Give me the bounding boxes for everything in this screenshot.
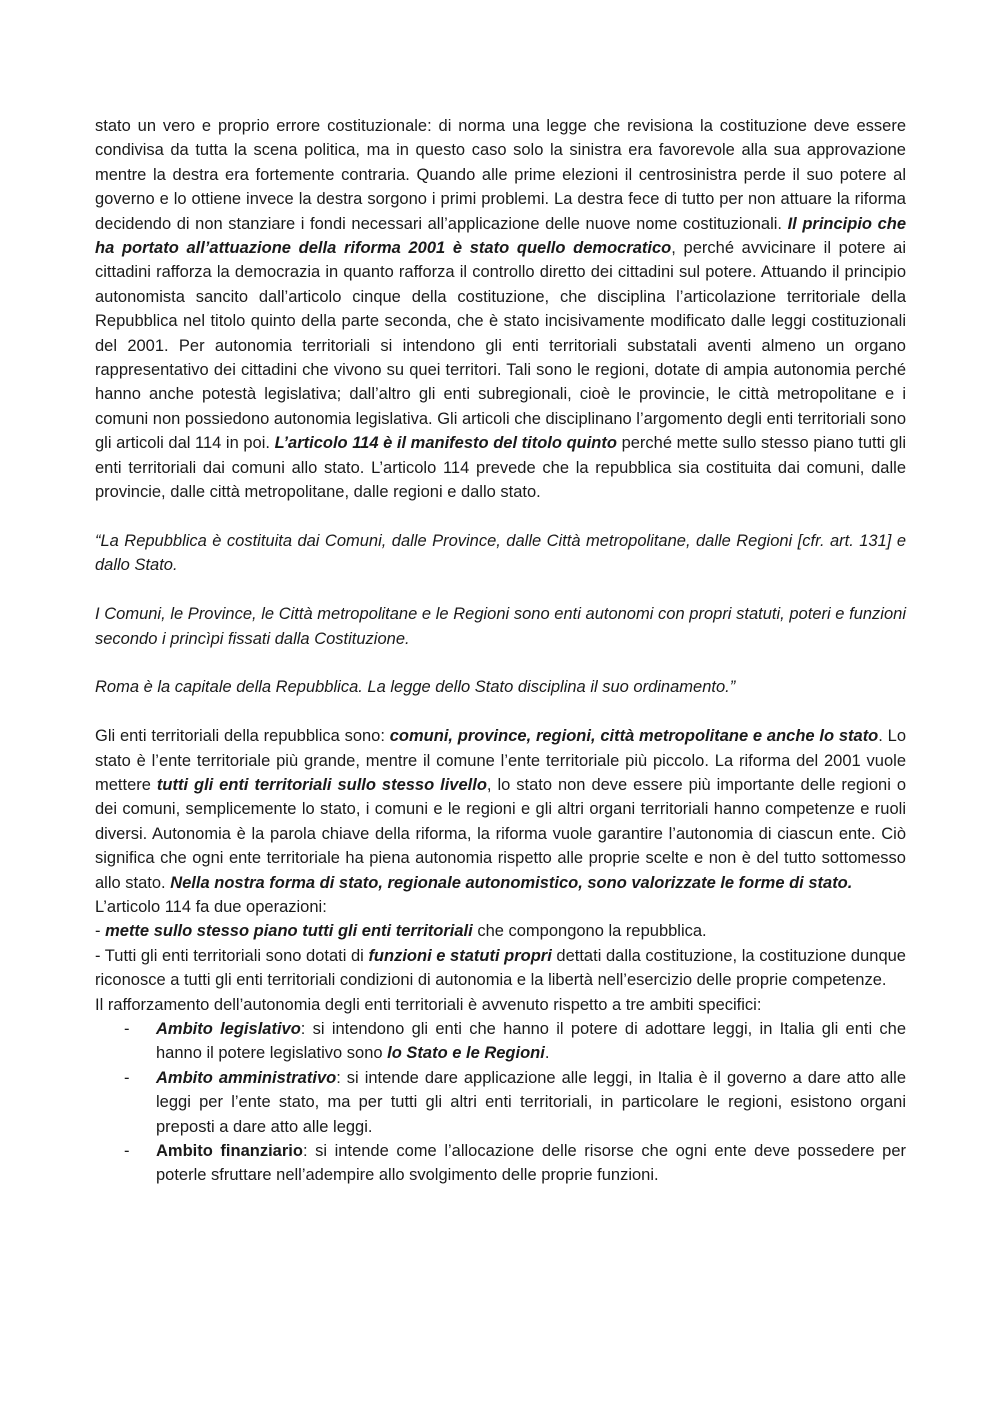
list-item-ambito-amministrativo: - Ambito amministrativo: si intende dare applicazione alle leggi, in Italia è il governo a dare atto alle leggi per l’ente stato, ma per tutti gli altri enti territoriali, in particolare le regioni, esistono organi preposti a dare atto alle leggi. [95, 1066, 906, 1139]
quote-articolo-114 [95, 529, 906, 700]
dash-bullet: - [124, 1068, 130, 1087]
operation-1: - mette sullo stesso piano tutti gli enti territoriali che compongono la repubblica. [95, 922, 707, 941]
dash-bullet: - [124, 1019, 130, 1038]
bold-stesso-livello: tutti gli enti territoriali sullo stesso livello [156, 775, 487, 794]
quote-paragraph-2: I Comuni, le Province, le Città metropolitane e le Regioni sono enti autonomi con propri statuti, poteri e funzioni secondo i princìpi fissati dalla Costituzione. [95, 605, 906, 648]
articolo-114-intro: L’articolo 114 fa due operazioni: [95, 897, 327, 916]
quote-paragraph-1: “La Repubblica è costituita dai Comuni, dalle Province, dalle Città metropolitane, dalle Regioni [cfr. art. 131] e dallo Stato. [95, 531, 906, 575]
bold-articolo-114-manifesto: L’articolo 114 è il manifesto del titolo quinto [274, 434, 617, 453]
list-item-ambito-legislativo: - Ambito legislativo: si intendono gli enti che hanno il potere di adottare leggi, in Italia gli enti che hanno il potere legislativo sono lo Stato e le Regioni. [95, 1017, 906, 1066]
document-page [95, 114, 906, 1188]
list-item-ambito-finanziario: - Ambito finanziario: si intende come l’allocazione delle risorse che ogni ente deve possedere per poterle sfruttare nell’adempire allo svolgimento delle proprie funzioni. [95, 1139, 906, 1188]
bold-forma-di-stato: Nella nostra forma di stato, regionale autonomistico, sono valorizzate le forme di stato. [170, 873, 853, 892]
paragraph-riforma-2001: stato un vero e proprio errore costituzionale: di norma una legge che revisiona la costituzione deve essere condivisa da tutta la scena politica, ma in questo caso solo la sinistra era favorevole alla sua approvazione mentre la destra era fortemente contraria. Quando alle prime elezioni il centrosinistra perde il suo potere al governo e lo ottiene invece la destra sorgono i primi problemi. La destra fece di tutto per non attuare la riforma decidendo di non stanziare i fondi necessari all’applicazione delle nuove nome costituzionali. Il principio che ha portato all’attuazione della riforma 2001 è stato quello democratico, perché avvicinare il potere ai cittadini rafforza la democrazia in quanto rafforza il controllo diretto dei cittadini sul potere. Attuando il principio autonomista sancito dall’articolo cinque della costituzione, che disciplina l’articolazione territoriale della Repubblica nel titolo quinto della parte seconda, che è stato incisivamente modificato dalle leggi costituzionali del 2001. Per autonomia territoriali si intendono gli enti territoriali substatali aventi almeno un organo rappresentativo dei cittadini che vivono su quei territori. Tali sono le regioni, dotate di ampia autonomia perché hanno anche potestà legislativa; dall’altro gli enti subregionali, cioè le provincie, le città metropolitane e i comuni non possiedono autonomia legislativa. Gli articoli che disciplinano l’argomento degli enti territoriali sono gli articoli dal 114 in poi. L’articolo 114 è il manifesto del titolo quinto perché mette sullo stesso piano tutti gli enti territoriali dai comuni allo stato. L’articolo 114 prevede che la repubblica sia costituita dai comuni, dalle provincie, dalle città metropolitane, dalle regioni e dallo stato. [95, 117, 907, 502]
bold-elenco-enti: comuni, province, regioni, città metropolitane e anche lo stato [389, 727, 879, 746]
quote-paragraph-3: Roma è la capitale della Repubblica. La legge dello Stato disciplina il suo ordinamento.” [95, 678, 736, 697]
bold-stesso-piano: mette sullo stesso piano tutti gli enti territoriali [105, 922, 473, 941]
paragraph-enti-territoriali: Gli enti territoriali della repubblica sono: comuni, province, regioni, città metropolitane e anche lo stato. Lo stato è l’ente territoriale più grande, mentre il comune l’ente territoriale più piccolo. La riforma del 2001 vuole mettere tutti gli enti territoriali sullo stesso livello, lo stato non deve essere più importante delle regioni o dei comuni, semplicemente lo stato, i comuni e le regioni e gli altri organi territoriali hanno competenze e ruoli diversi. Autonomia è la parola chiave della riforma, la riforma vuole garantire l’autonomia di ciascun ente. Ciò significa che ogni ente territoriale ha piena autonomia rispetto alle proprie scelte e non è del tutto sottomesso allo stato. Nella nostra forma di stato, regionale autonomistico, sono valorizzate le forme di stato. [95, 727, 906, 892]
ambiti-intro: Il rafforzamento dell’autonomia degli enti territoriali è avvenuto rispetto a tre ambiti specifici: [95, 995, 762, 1014]
bold-funzioni-statuti: funzioni e statuti propri [368, 946, 552, 965]
dash-bullet: - [124, 1142, 130, 1160]
bold-principio-democratico: Il principio che ha portato all’attuazione della riforma 2001 è stato quello democratico [95, 214, 907, 258]
ambiti-list [95, 1017, 906, 1188]
operation-2: - Tutti gli enti territoriali sono dotati di funzioni e statuti propri dettati dalla costituzione, la costituzione dunque riconosce a tutti gli enti territoriali condizioni di autonomia e la libertà nell’esercizio delle proprie competenze. [95, 946, 906, 990]
